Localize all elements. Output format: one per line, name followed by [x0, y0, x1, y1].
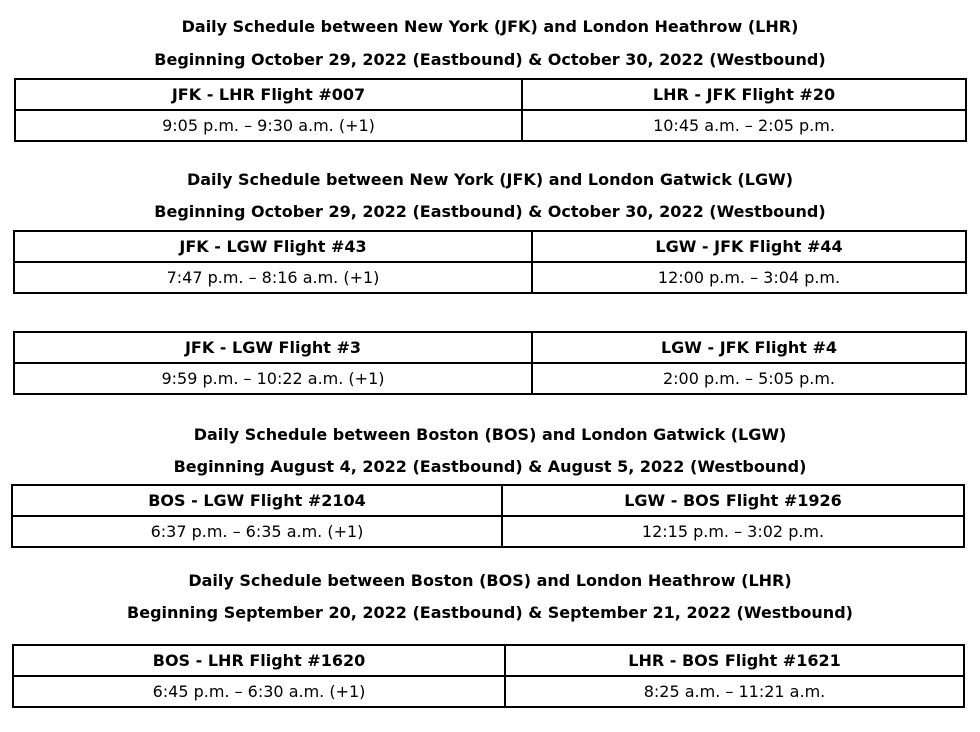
return-flight-label: LGW - JFK Flight #44 — [532, 231, 966, 262]
return-flight-label: LHR - BOS Flight #1621 — [505, 645, 964, 676]
return-flight-times: 2:00 p.m. – 5:05 p.m. — [532, 363, 966, 394]
return-flight-label: LGW - JFK Flight #4 — [532, 332, 966, 363]
section-heading: Daily Schedule between Boston (BOS) and London Gatwick (LGW) — [193, 425, 787, 444]
return-flight-times: 12:00 p.m. – 3:04 p.m. — [532, 262, 966, 293]
schedule-table — [13, 331, 967, 395]
section-dates: Beginning August 4, 2022 (Eastbound) & August 5, 2022 (Westbound) — [173, 457, 807, 476]
section-heading: Daily Schedule between New York (JFK) and London Gatwick (LGW) — [186, 170, 794, 189]
outbound-flight-times: 7:47 p.m. – 8:16 a.m. (+1) — [14, 262, 532, 293]
outbound-flight-label: JFK - LGW Flight #3 — [14, 332, 532, 363]
outbound-flight-times: 6:45 p.m. – 6:30 a.m. (+1) — [13, 676, 505, 707]
outbound-flight-times: 9:05 p.m. – 9:30 a.m. (+1) — [15, 110, 522, 141]
return-flight-label: LHR - JFK Flight #20 — [522, 79, 966, 110]
outbound-flight-label: JFK - LHR Flight #007 — [15, 79, 522, 110]
outbound-flight-label: JFK - LGW Flight #43 — [14, 231, 532, 262]
section-heading: Daily Schedule between Boston (BOS) and London Heathrow (LHR) — [188, 571, 792, 590]
section-dates: Beginning September 20, 2022 (Eastbound) & September 21, 2022 (Westbound) — [127, 603, 853, 622]
outbound-flight-times: 9:59 p.m. – 10:22 a.m. (+1) — [14, 363, 532, 394]
section-heading: Daily Schedule between New York (JFK) and London Heathrow (LHR) — [181, 17, 799, 36]
return-flight-times: 8:25 a.m. – 11:21 a.m. — [505, 676, 964, 707]
outbound-flight-label: BOS - LHR Flight #1620 — [13, 645, 505, 676]
outbound-flight-label: BOS - LGW Flight #2104 — [12, 485, 502, 516]
schedule-table — [11, 484, 965, 548]
schedule-table — [12, 644, 965, 708]
schedule-table — [14, 78, 967, 142]
outbound-flight-times: 6:37 p.m. – 6:35 a.m. (+1) — [12, 516, 502, 547]
return-flight-times: 12:15 p.m. – 3:02 p.m. — [502, 516, 964, 547]
return-flight-label: LGW - BOS Flight #1926 — [502, 485, 964, 516]
section-dates: Beginning October 29, 2022 (Eastbound) & October 30, 2022 (Westbound) — [154, 202, 826, 221]
return-flight-times: 10:45 a.m. – 2:05 p.m. — [522, 110, 966, 141]
section-dates: Beginning October 29, 2022 (Eastbound) & October 30, 2022 (Westbound) — [154, 50, 826, 69]
schedule-table — [13, 230, 967, 294]
